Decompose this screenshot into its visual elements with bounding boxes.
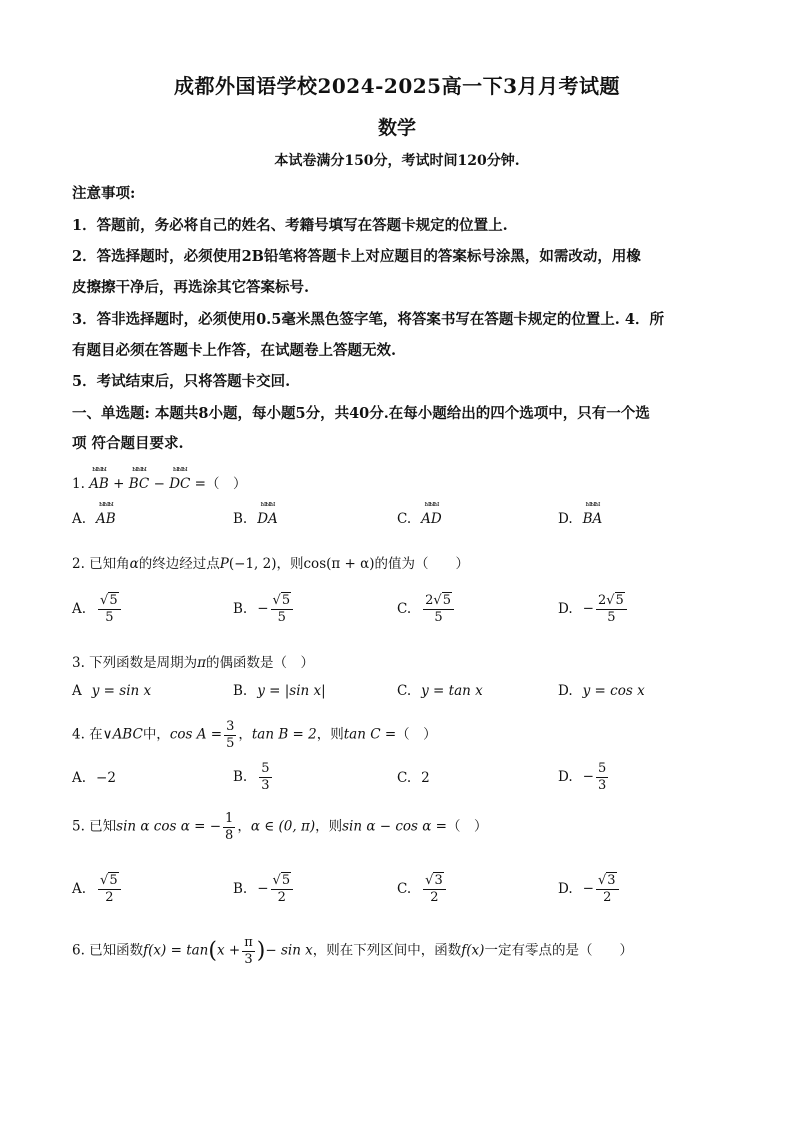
option-value: y = sin x [91,683,152,699]
option-value: ыыы BA [583,511,603,527]
denominator: 5 [226,735,235,751]
note-2-line-1: 2．答选择题时，必须使用2B铅笔将答题卡上对应题目的答案标号涂黑，如需改动，用橡 [72,248,641,265]
fraction [242,936,255,966]
math-symbol: π [197,655,207,671]
question-1 [72,472,246,492]
denominator: 5 [105,609,114,625]
q3-option-c[interactable] [397,683,483,699]
q2-option-c[interactable] [397,594,456,624]
fraction [224,720,236,750]
q3-option-b[interactable] [233,683,326,699]
radicand: 3 [607,873,616,888]
question-3 [72,651,314,671]
option-sign: − [582,768,594,785]
note-5: 5．考试结束后，只将答题卡交回. [72,373,291,390]
denominator: 5 [434,609,443,625]
denominator: 5 [277,609,286,625]
math-expression: f(x) = tan [143,942,209,959]
math-expression: sin α − cos α = [342,818,447,835]
option-sign: − [257,880,269,897]
question-text: ，则在下列区间中，函数 [312,942,462,959]
section-heading-line-1: 一、单选题: 本题共8小题，每小题5分，共40分.在每小题给出的四个选项中，只有一个选 [72,405,650,422]
question-text: ，则 [315,818,343,835]
math-expression: x + [216,942,241,959]
q2-option-d[interactable] [558,594,629,624]
math-expression: f(x) [461,942,485,959]
q3-option-d[interactable] [558,683,645,699]
option-label: C. [397,880,412,897]
q4-option-b[interactable] [233,762,274,792]
question-text: 3. 下列函数是周期为 [72,655,198,671]
denominator: 3 [261,777,270,793]
math-expression: (−1, 2) [228,556,277,572]
option-label: D. [558,880,573,897]
question-text: ，则 [316,726,344,743]
math-expression: tan B = 2 [251,726,317,743]
option-label: B. [233,600,248,617]
option-value: −2 [96,770,116,786]
option-sign: − [582,600,594,617]
fraction: $\frac{√5}{5}$ [271,594,294,624]
option-label: B. [233,511,248,527]
note-3-line-2: 有题目必须在答题卡上作答，在试题卷上答题无效. [72,342,397,359]
denominator: 2 [603,889,612,905]
q3-option-a[interactable] [72,683,151,699]
fraction: $\frac{√5}{2}$ [271,874,294,904]
question-text: ， [237,818,251,835]
option-label: A. [72,880,87,897]
denominator: 3 [244,951,253,967]
denominator: 2 [277,889,286,905]
question-4 [72,720,437,750]
numerator: 5 [597,761,607,776]
question-text: 5. 已知 [72,818,117,835]
question-text: 的终边经过点 [138,556,220,572]
option-label: A. [72,600,87,617]
fraction: $\frac{2√5}{5}$ [423,594,454,624]
exam-info: 本试卷满分150分，考试时间120分钟. [274,153,520,169]
denominator: 2 [430,889,439,905]
option-sign: − [257,600,269,617]
question-text: 一定有零点的是（ ） [484,942,633,959]
option-label: A. [72,770,87,786]
option-label: B. [233,768,248,785]
q5-option-c[interactable] [397,874,448,904]
numerator: 1 [225,811,234,826]
q5-option-b[interactable] [233,874,295,904]
option-sign: − [582,880,594,897]
denominator: 8 [225,827,234,843]
option-label: D. [558,511,573,527]
coefficient: 2 [425,593,434,608]
fraction: $\frac{√5}{2}$ [98,874,121,904]
q4-option-c[interactable] [397,770,430,786]
option-value: ыыы AD [421,511,442,527]
note-3-line-1: 3．答非选择题时，必须使用0.5毫米黑色签字笔，将答案书写在答题卡规定的位置上. 4．所 [72,311,664,328]
math-expression: α ∈ (0, π) [250,818,316,835]
radicand: 5 [281,873,291,888]
vector-term: ыыы DC [169,476,190,492]
fraction: $\frac{√3}{2}$ [596,874,619,904]
operator: − [153,476,165,492]
question-2 [72,552,469,572]
section-heading-line-2: 项 符合题目要求. [72,435,184,452]
q2-option-b[interactable] [233,594,295,624]
math-expression: − sin x [265,942,313,959]
option-value: y = tan x [421,683,483,699]
option-label: A [72,683,82,699]
math-symbol: P [219,556,229,572]
denominator: 3 [597,777,607,793]
note-1: 1．答题前，务必将自己的姓名、考籍号填写在答题卡规定的位置上. [72,217,508,234]
question-text: 2. 已知角 [72,556,130,572]
vector-term: ыыы BC [129,476,150,492]
math-expression: sin α cos α = − [116,818,222,835]
radicand: 3 [434,873,443,888]
option-label: D. [558,768,573,785]
option-label: D. [558,683,573,699]
question-text: 6. 已知函数 [72,942,144,959]
question-text: ，则 [276,556,304,572]
question-text: （ ） [446,818,488,835]
denominator: 5 [607,609,616,625]
option-label: C. [397,600,412,617]
option-label: D. [558,600,573,617]
exam-title: 成都外国语学校2024-2025高一下3月月考试题 [173,74,621,98]
fraction [259,762,271,792]
math-expression: tan C = [343,726,397,743]
radicand: 5 [109,593,118,608]
notes-heading: 注意事项: [72,185,136,202]
question-text: （ ） [396,726,437,743]
q1-option-c[interactable] [397,511,442,527]
q1-option-a[interactable] [72,511,116,527]
coefficient: 2 [597,593,607,608]
fraction [596,762,608,792]
q2-option-a[interactable] [72,594,123,624]
fraction: $\frac{2√5}{5}$ [596,594,627,624]
option-label: C. [397,770,412,786]
option-label: C. [397,683,412,699]
math-expression: cos(π + α) [303,556,375,572]
option-label: A. [72,511,87,527]
math-symbol: α [129,556,139,572]
fraction: $\frac{√3}{2}$ [423,874,446,904]
q5-option-d[interactable] [558,874,621,904]
option-value: 2 [421,770,430,786]
question-number: 1. [72,476,85,492]
vector-term: ыыы AB [89,476,109,492]
question-text: 中， [142,726,170,743]
radicand: 5 [442,593,451,608]
option-label: B. [233,880,248,897]
question-text: 的偶函数是（ ） [206,655,315,671]
operator: + [113,476,125,492]
option-label: B. [233,683,248,699]
subject-heading: 数学 [377,117,416,139]
question-text: ， [238,726,252,743]
numerator: 3 [226,719,235,734]
question-text: 的值为（ ） [374,556,470,572]
q5-option-a[interactable] [72,874,123,904]
numerator: 5 [261,761,270,776]
option-value: ыыы DA [257,511,278,527]
option-value: y = cos x [582,683,645,699]
radicand: 5 [109,873,118,888]
q1-option-d[interactable] [558,511,602,527]
math-expression: cos A = [169,726,223,743]
denominator: 2 [105,889,114,905]
question-tail: =（ ） [194,476,247,492]
q4-option-d[interactable] [558,762,610,792]
option-label: C. [397,511,412,527]
question-6: 6. 已知函数f(x) = tan(x + $\frac{\pi}{3}$ )− sin x，则在下列区间中，函数f(x)一定有零点的是（ ） [72,935,633,967]
note-2-line-2: 皮擦擦干净后，再选涂其它答案标号. [72,279,310,296]
question-5 [72,812,487,842]
fraction [223,812,235,842]
option-value: y = |sin x| [257,683,326,699]
radicand: 5 [615,593,624,608]
option-value: ыыы AB [96,511,116,527]
fraction: $\frac{√5}{5}$ [98,594,121,624]
radicand: 5 [281,593,291,608]
q1-option-b[interactable] [233,511,278,527]
math-symbol: ABC [112,726,143,743]
q4-option-a[interactable] [72,770,116,786]
numerator: π [244,935,253,950]
question-text: 4. 在∨ [72,726,113,743]
